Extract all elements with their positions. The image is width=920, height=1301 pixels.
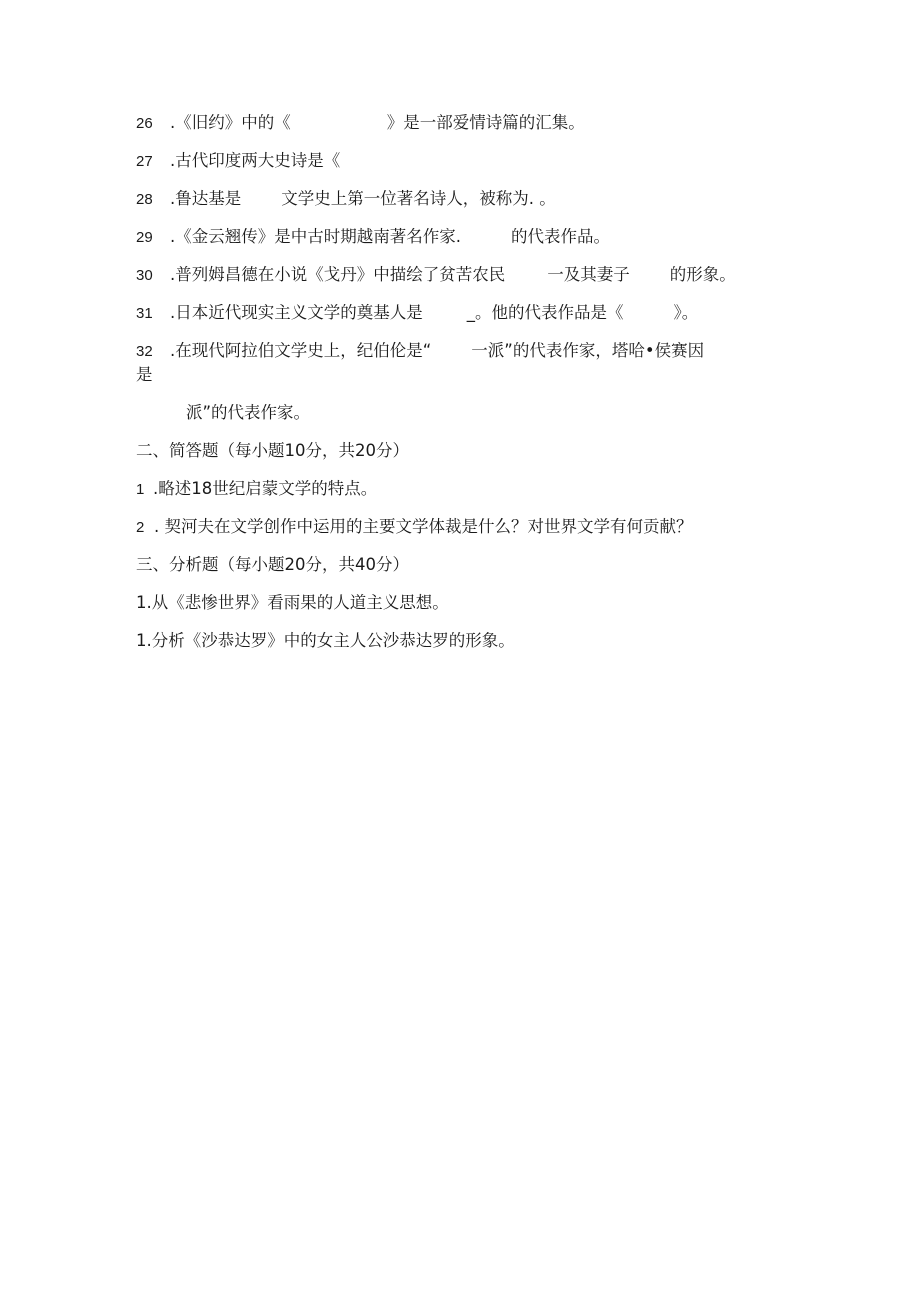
question-number: 27	[136, 153, 153, 170]
analysis-question-1: 1.从《悲惨世界》看雨果的人道主义思想。	[136, 593, 449, 612]
question-text: .鲁达基是	[170, 189, 242, 208]
question-number: 30	[136, 267, 153, 284]
question-text: .《金云翘传》是中古时期越南著名作家.	[170, 227, 461, 246]
question-number: 31	[136, 305, 153, 322]
question-text: .古代印度两大史诗是《	[170, 151, 341, 170]
question-text: 》是一部爱情诗篇的汇集。	[386, 113, 585, 132]
question-text: .略述18世纪启蒙文学的特点。	[153, 479, 378, 498]
question-text: 文学史上第一位著名诗人，被称为. 。	[281, 189, 556, 208]
question-30	[136, 264, 736, 287]
question-text: 一派”的代表作家，塔哈•侯赛因	[471, 341, 705, 360]
question-26	[136, 112, 585, 135]
question-32	[136, 340, 704, 363]
question-31	[136, 302, 698, 325]
question-32-wrap: 是	[136, 365, 153, 384]
question-32-continuation: 派”的代表作家。	[186, 403, 311, 422]
question-number: 28	[136, 191, 153, 208]
question-number: 26	[136, 115, 153, 132]
question-29	[136, 226, 610, 249]
question-27	[136, 150, 340, 173]
question-text: .《旧约》中的《	[170, 113, 291, 132]
question-number: 29	[136, 229, 153, 246]
analysis-question-2: 1.分析《沙恭达罗》中的女主人公沙恭达罗的形象。	[136, 631, 515, 650]
question-text: .在现代阿拉伯文学史上，纪伯伦是“	[170, 341, 432, 360]
question-text: . 契河夫在文学创作中运用的主要文学体裁是什么？对世界文学有何贡献？	[154, 517, 693, 536]
question-number: 32	[136, 343, 153, 360]
section-heading-short-answer: 二、简答题（每小题10分，共20分）	[136, 441, 409, 460]
question-text: .普列姆昌德在小说《戈丹》中描绘了贫苦农民	[170, 265, 506, 284]
question-text: 》。	[673, 303, 699, 322]
question-text: 一及其妻子	[547, 265, 630, 284]
short-answer-2	[136, 516, 693, 539]
question-text: 的代表作品。	[511, 227, 610, 246]
question-text: .日本近代现实主义文学的奠基人是	[170, 303, 423, 322]
question-28	[136, 188, 556, 211]
short-answer-1	[136, 478, 377, 501]
question-number: 2	[136, 519, 145, 536]
question-text: 的形象。	[669, 265, 736, 284]
question-text: _。他的代表作品是《	[466, 303, 624, 322]
question-number: 1	[136, 481, 145, 498]
section-heading-analysis: 三、分析题（每小题20分，共40分）	[136, 555, 409, 574]
